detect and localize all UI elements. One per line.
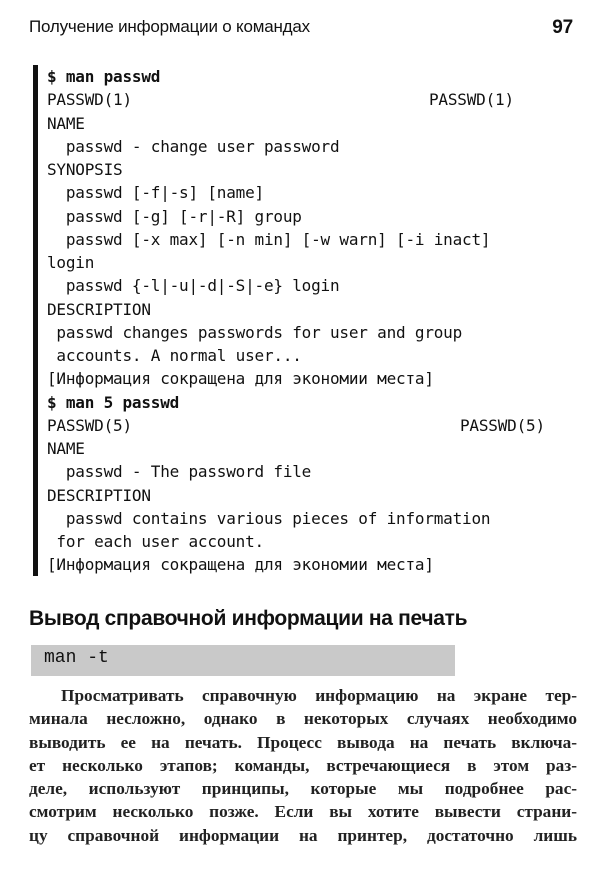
code-line-text: [Информация сокращена для экономии места] xyxy=(47,555,434,575)
code-line-text: passwd - change user password xyxy=(47,136,340,156)
page-number: 97 xyxy=(552,17,573,38)
code-line-text: passwd [-f|-s] [name] xyxy=(47,183,264,203)
code-line xyxy=(47,321,490,344)
body-line: смотрим несколько позже. Если вы хотите вывести страни- xyxy=(29,802,577,822)
code-line-text: NAME xyxy=(47,113,85,133)
code-line-text: [Информация сокращена для экономии места] xyxy=(47,369,434,389)
code-line-text: $ man passwd xyxy=(47,67,161,86)
code-line-text: accounts. A normal user... xyxy=(47,346,302,365)
code-line-text: passwd [-x max] [-n min] [-w warn] [-i inact] xyxy=(47,229,491,249)
code-line-text: SYNOPSIS xyxy=(47,160,123,179)
code-line-right-text: PASSWD(1) xyxy=(429,90,514,110)
code-margin-bar xyxy=(33,65,38,576)
code-line xyxy=(47,65,490,88)
code-line xyxy=(47,367,490,390)
code-line xyxy=(47,530,490,553)
body-line: ет несколько этапов; команды, встречающиеся в этом раз- xyxy=(29,755,577,775)
code-line-text: login xyxy=(47,253,95,272)
code-line-text: DESCRIPTION xyxy=(47,485,151,505)
running-header xyxy=(29,17,573,43)
code-line xyxy=(47,507,490,530)
code-line xyxy=(47,88,514,111)
code-line xyxy=(47,460,490,483)
code-line-text: PASSWD(5) xyxy=(47,415,132,435)
command-text: man -t xyxy=(44,648,109,668)
section-heading: Вывод справочной информации на печать xyxy=(29,607,468,630)
code-line-text: passwd contains various pieces of information xyxy=(47,508,491,528)
code-line xyxy=(47,181,490,204)
body-paragraph xyxy=(29,684,577,847)
code-line xyxy=(47,414,545,437)
code-line xyxy=(47,251,490,274)
code-line xyxy=(47,112,490,135)
code-line xyxy=(47,484,490,507)
code-line-text: for each user account. xyxy=(47,532,264,551)
body-line: минала несложно, однако в некоторых случаях необходимо xyxy=(29,709,577,729)
code-line-text: passwd [-g] [-r|-R] group xyxy=(47,206,302,226)
code-line xyxy=(47,205,490,228)
code-line xyxy=(47,135,490,158)
code-line xyxy=(47,158,490,181)
body-line: деле, используют принципы, которые мы подробнее рас- xyxy=(29,779,577,799)
code-line-text: DESCRIPTION xyxy=(47,299,151,319)
code-listing xyxy=(33,65,573,576)
code-line-text: $ man 5 passwd xyxy=(47,392,180,412)
code-line xyxy=(47,344,490,367)
code-line-text: PASSWD(1) xyxy=(47,90,132,110)
code-line-text: passwd {-l|-u|-d|-S|-e} login xyxy=(47,276,340,296)
code-line xyxy=(47,437,490,460)
body-line: цу справочной информации на принтер, достаточно лишь xyxy=(29,825,577,845)
code-line-text: passwd changes passwords for user and group xyxy=(47,322,463,342)
code-line xyxy=(47,228,490,251)
code-line xyxy=(47,553,490,576)
body-line: Просматривать справочную информацию на экране тер- xyxy=(61,686,577,705)
code-line xyxy=(47,391,490,414)
body-line: выводить ее на печать. Процесс вывода на печать включа- xyxy=(29,732,577,752)
code-line-text: NAME xyxy=(47,439,85,458)
code-lines xyxy=(47,65,545,577)
code-line-text: passwd - The password file xyxy=(47,462,312,482)
code-line xyxy=(47,274,490,297)
code-line-right-text: PASSWD(5) xyxy=(460,415,545,435)
chapter-title: Получение информации о командах xyxy=(29,17,310,36)
command-bar xyxy=(31,645,455,676)
code-line xyxy=(47,298,490,321)
